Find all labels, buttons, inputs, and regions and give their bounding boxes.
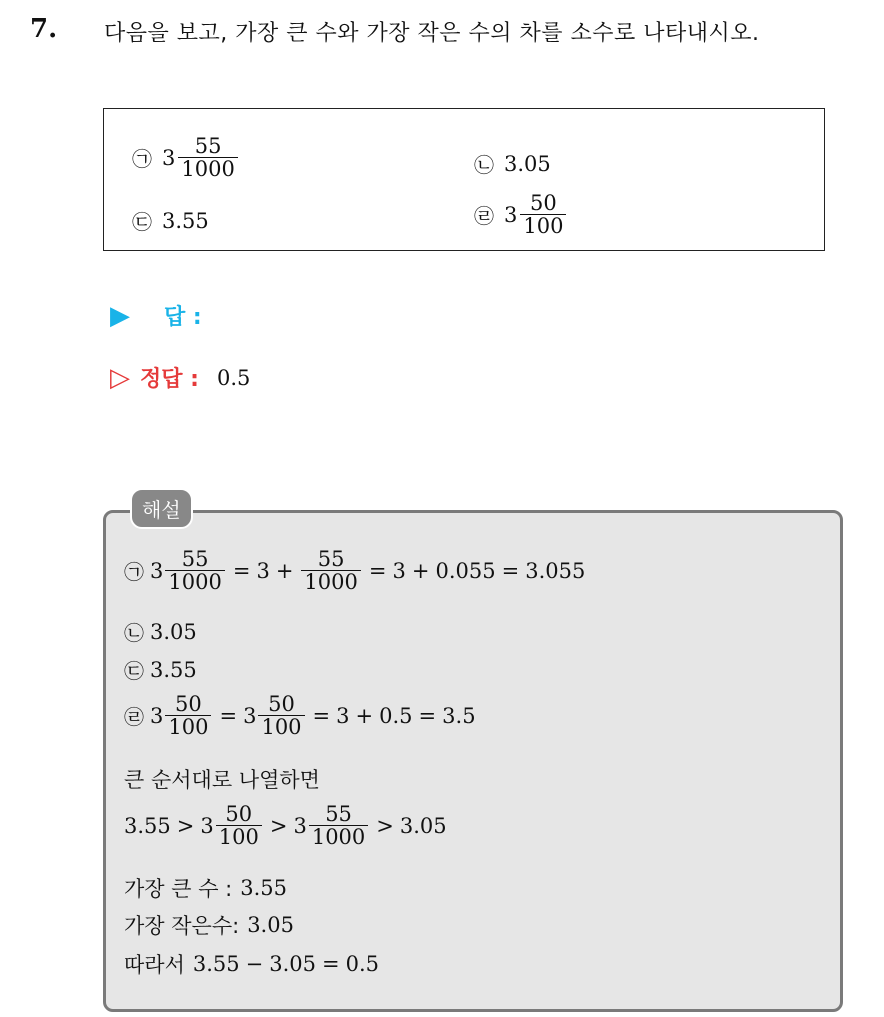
fraction [165, 693, 211, 738]
label: 가장 작은수: [124, 914, 240, 938]
term: 3.05 [269, 952, 316, 976]
numerator: 50 [225, 802, 253, 826]
answer-label: 답 : [164, 305, 202, 330]
correct-answer-value: 0.5 [216, 365, 251, 390]
question-number: 7. [30, 14, 58, 44]
plus-sign: + [411, 558, 430, 583]
choice-2 [474, 149, 551, 178]
choice-marker: ㉣ [474, 204, 494, 229]
explanation-line-4 [124, 693, 476, 738]
play-outline-icon: ▷ [110, 362, 130, 393]
numerator: 55 [194, 134, 222, 158]
equals-sign: = [418, 703, 437, 728]
greater-than-sign: > [376, 813, 394, 838]
explanation-line-6 [124, 803, 447, 848]
fraction [301, 548, 360, 593]
choice-1 [132, 135, 240, 180]
numerator: 50 [268, 692, 295, 716]
explanation-line-8 [124, 910, 294, 940]
fraction [520, 192, 566, 237]
term: 0.055 [435, 558, 496, 583]
term: 3 [336, 703, 350, 728]
whole-part: 3 [200, 813, 214, 838]
greater-than-sign: > [176, 813, 195, 838]
choice-marker: ㉣ [124, 705, 144, 730]
whole-part: 3 [150, 703, 164, 728]
plus-sign: + [275, 558, 294, 583]
value: 3.55 [124, 813, 171, 838]
equals-sign: = [501, 558, 520, 583]
equals-sign: = [322, 952, 340, 976]
denominator: 100 [258, 715, 304, 738]
numerator: 55 [325, 802, 352, 826]
denominator: 1000 [165, 570, 224, 593]
denominator: 100 [520, 214, 566, 237]
equals-sign: = [368, 558, 387, 583]
question-text: 다음을 보고, 가장 큰 수와 가장 작은 수의 차를 소수로 나타내시오. [104, 21, 760, 46]
choices-box [103, 108, 825, 251]
answer-row [110, 300, 202, 331]
explanation-line-9 [124, 949, 379, 979]
greater-than-sign: > [269, 813, 288, 838]
result: 3.5 [442, 703, 476, 728]
label: 따라서 [124, 953, 185, 977]
fraction [165, 548, 224, 593]
explanation-line-1 [124, 548, 585, 593]
explanation-line-7 [124, 873, 287, 903]
label: 가장 큰 수 : [124, 877, 233, 901]
fraction [216, 803, 262, 848]
fraction [309, 803, 368, 848]
denominator: 100 [216, 825, 262, 848]
choice-marker: ㉡ [124, 621, 144, 645]
choice-marker: ㉢ [132, 210, 152, 234]
value: 3.55 [240, 876, 288, 900]
denominator: 1000 [301, 570, 360, 593]
value: 3.05 [399, 813, 447, 838]
explanation-line-2 [124, 617, 197, 646]
equals-sign: = [312, 703, 331, 728]
whole-part: 3 [504, 202, 518, 227]
explanation-line-3 [124, 655, 197, 684]
denominator: 100 [165, 715, 211, 738]
choice-marker: ㉡ [474, 153, 494, 177]
value: 3.05 [247, 913, 294, 937]
whole-part: 3 [243, 703, 257, 728]
fraction [178, 135, 237, 180]
term: 3 [392, 558, 406, 583]
choice-4 [474, 192, 568, 237]
value: 3.55 [150, 657, 197, 682]
equals-sign: = [219, 703, 238, 728]
value: 3.05 [150, 619, 197, 644]
numerator: 55 [317, 547, 345, 571]
numerator: 50 [530, 191, 557, 215]
choice-marker: ㉠ [124, 560, 144, 585]
minus-sign: − [245, 952, 264, 976]
plus-sign: + [355, 703, 374, 728]
choice-3 [132, 206, 209, 235]
denominator: 1000 [178, 157, 237, 180]
term: 3.55 [192, 952, 240, 976]
correct-answer-label: 정답 : [140, 367, 199, 392]
fraction [258, 693, 304, 738]
whole-part: 3 [150, 558, 164, 583]
choice-marker: ㉢ [124, 659, 144, 683]
term: 0.5 [379, 703, 413, 728]
result: 3.055 [525, 558, 586, 583]
result: 0.5 [345, 952, 380, 976]
term: 3 [256, 558, 270, 583]
explanation-tag: 해설 [130, 488, 193, 529]
whole-part: 3 [293, 813, 307, 838]
numerator: 55 [181, 547, 209, 571]
play-icon: ▶ [110, 300, 130, 331]
explanation-line-5: 큰 순서대로 나열하면 [124, 768, 320, 792]
choice-value: 3.55 [162, 208, 209, 233]
numerator: 50 [175, 692, 202, 716]
equals-sign: = [232, 558, 251, 583]
whole-part: 3 [162, 145, 176, 170]
denominator: 1000 [309, 825, 368, 848]
choice-marker: ㉠ [132, 147, 152, 172]
choice-value: 3.05 [504, 151, 551, 176]
correct-answer-row [110, 362, 250, 393]
